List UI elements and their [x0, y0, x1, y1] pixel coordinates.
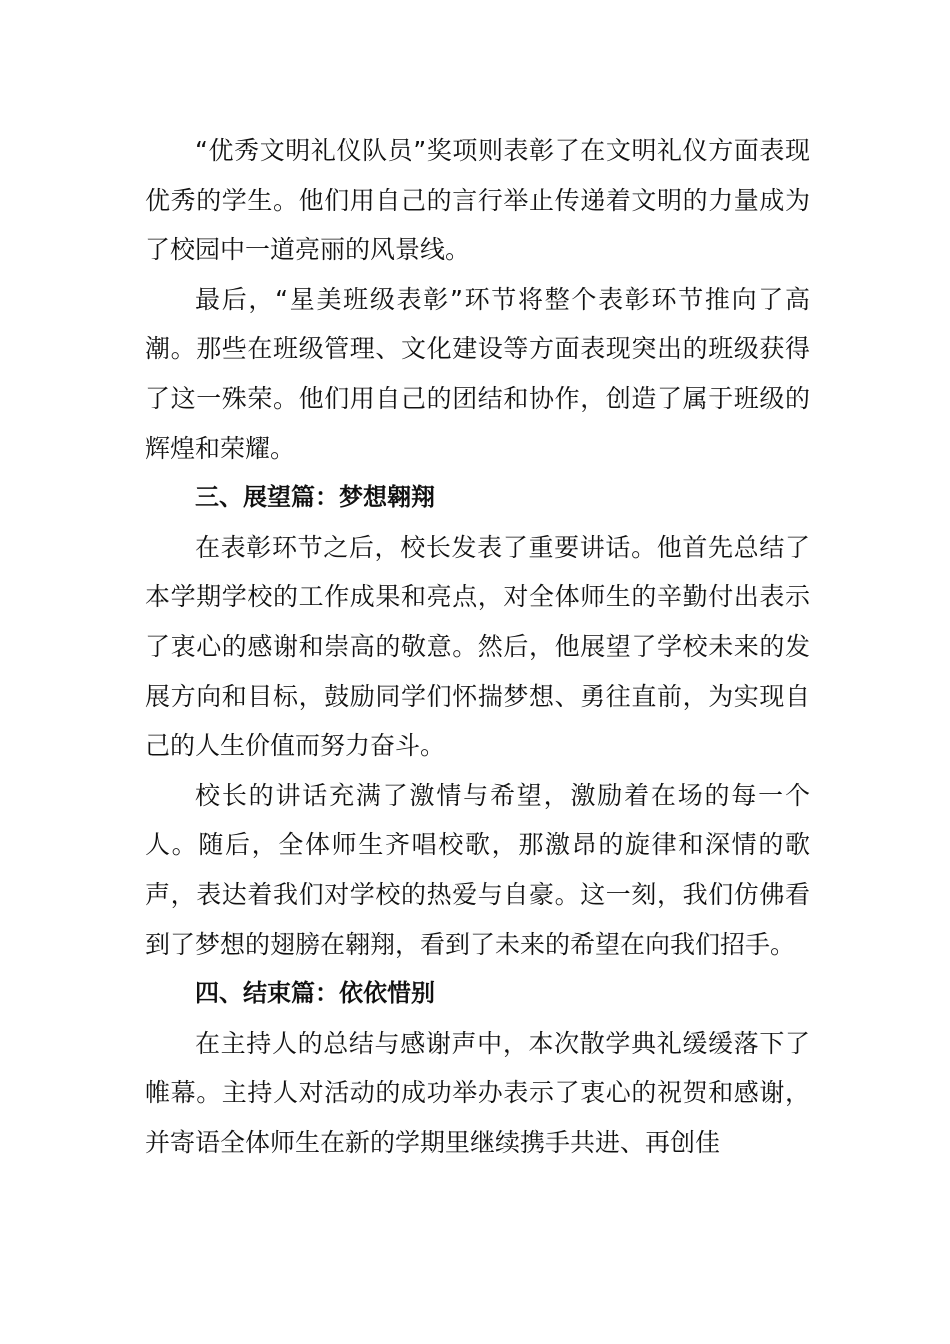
paragraph-closing: 在主持人的总结与感谢声中，本次散学典礼缓缓落下了帷幕。主持人对活动的成功举办表示了衷心的祝贺和感谢，并寄语全体师生在新的学期里继续携手共进、再创佳	[145, 1028, 810, 1157]
paragraph-etiquette-award: “优秀文明礼仪队员”奖项则表彰了在文明礼仪方面表现优秀的学生。他们用自己的言行举止传递着文明的力量成为了校园中一道亮丽的风景线。	[145, 136, 810, 265]
section-heading-outlook: 三、展望篇：梦想翱翔	[195, 483, 435, 512]
paragraph-class-award: 最后，“星美班级表彰”环节将整个表彰环节推向了高潮。那些在班级管理、文化建设等方面表现突出的班级获得了这一殊荣。他们用自己的团结和协作，创造了属于班级的辉煌和荣耀。	[145, 284, 810, 463]
document-page	[145, 126, 810, 1167]
paragraph-school-song: 校长的讲话充满了激情与希望，激励着在场的每一个人。随后，全体师生齐唱校歌，那激昂的旋律和深情的歌声，表达着我们对学校的热爱与自豪。这一刻，我们仿佛看到了梦想的翅膀在翱翔，看到了未来的希望在向我们招手。	[145, 780, 810, 959]
paragraph-principal-speech: 在表彰环节之后，校长发表了重要讲话。他首先总结了本学期学校的工作成果和亮点，对全体师生的辛勤付出表示了衷心的感谢和崇高的敬意。然后，他展望了学校未来的发展方向和目标，鼓励同学们怀揣梦想、勇往直前，为实现自己的人生价值而努力奋斗。	[145, 532, 810, 761]
section-heading-ending: 四、结束篇：依依惜别	[195, 979, 435, 1008]
